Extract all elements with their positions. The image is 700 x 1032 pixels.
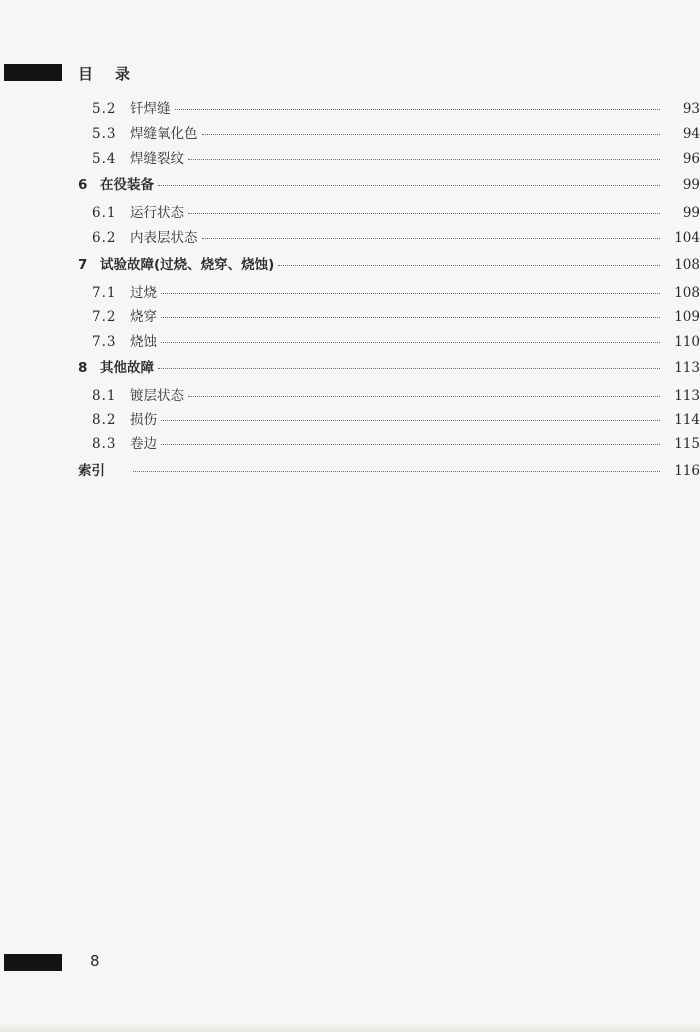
page-bottom-edge (0, 1022, 700, 1032)
header-char-1: 目 (78, 65, 94, 83)
toc-dot-leader (161, 317, 660, 318)
toc-entry-title: 损伤 (130, 412, 157, 428)
toc-section-row (0, 201, 700, 223)
toc-page-number: 99 (682, 177, 700, 193)
toc-page-number: 108 (674, 257, 700, 273)
toc-entry-number: 8.3 (92, 436, 117, 452)
toc-entry-title: 过烧 (130, 285, 157, 301)
toc-section-row (0, 122, 700, 144)
toc-dot-leader (161, 444, 660, 445)
toc-page-number: 116 (674, 463, 700, 479)
toc-entry-number: 7.1 (92, 285, 117, 301)
toc-entry-title: 索引 (78, 463, 105, 479)
toc-entry-number: 5.3 (92, 126, 117, 142)
toc-entry-number: 5.4 (92, 151, 117, 167)
toc-dot-leader (188, 159, 660, 160)
toc-entry-title: 烧蚀 (130, 334, 157, 350)
toc-index-row (0, 459, 700, 481)
toc-dot-leader (158, 185, 660, 186)
toc-section-row (0, 330, 700, 352)
toc-chapter-row (0, 356, 700, 378)
toc-page-number: 114 (674, 412, 700, 428)
toc-entry-number: 8 (78, 360, 88, 376)
toc-entry-number: 8.1 (92, 388, 117, 404)
toc-chapter-row (0, 253, 700, 275)
toc-page-number: 104 (674, 230, 700, 246)
toc-entry-number: 6.2 (92, 230, 117, 246)
toc-entry-number: 5.2 (92, 101, 117, 117)
toc-page-number: 99 (682, 205, 700, 221)
toc-dot-leader (161, 293, 660, 294)
toc-page-number: 108 (674, 285, 700, 301)
page-number: 8 (90, 952, 100, 970)
toc-page-number: 113 (674, 360, 700, 376)
page-header (78, 63, 130, 84)
toc-dot-leader (278, 265, 660, 266)
toc-section-row (0, 97, 700, 119)
toc-entry-title: 运行状态 (130, 205, 184, 221)
toc-entry-number: 7.2 (92, 309, 117, 325)
toc-section-row (0, 305, 700, 327)
toc-entry-number: 7 (78, 257, 88, 273)
toc-entry-number: 7.3 (92, 334, 117, 350)
toc-entry-title: 焊缝氧化色 (130, 126, 198, 142)
toc-entry-title: 其他故障 (100, 360, 154, 376)
toc-entry-title: 钎焊缝 (130, 101, 171, 117)
toc-entry-number: 8.2 (92, 412, 117, 428)
toc-entry-title: 试验故障(过烧、烧穿、烧蚀) (100, 257, 275, 273)
toc-page-number: 115 (674, 436, 700, 452)
toc-dot-leader (202, 238, 661, 239)
toc-page-number: 113 (674, 388, 700, 404)
toc-dot-leader (158, 368, 660, 369)
toc-entry-title: 在役装备 (100, 177, 154, 193)
toc-entry-number: 6.1 (92, 205, 117, 221)
toc-dot-leader (202, 134, 661, 135)
toc-section-row (0, 281, 700, 303)
toc-page-number: 109 (674, 309, 700, 325)
bottom-margin-tab-mark (4, 954, 62, 971)
toc-page-number: 93 (682, 101, 700, 117)
header-char-2: 录 (115, 65, 131, 83)
toc-entry-title: 卷边 (130, 436, 157, 452)
toc-dot-leader (161, 342, 660, 343)
toc-page-number: 94 (682, 126, 700, 142)
toc-entry-title: 焊缝裂纹 (130, 151, 184, 167)
toc-entry-number: 6 (78, 177, 88, 193)
toc-dot-leader (188, 213, 660, 214)
toc-section-row (0, 432, 700, 454)
toc-section-row (0, 147, 700, 169)
toc-chapter-row (0, 173, 700, 195)
top-margin-tab-mark (4, 64, 62, 81)
toc-dot-leader (161, 420, 660, 421)
toc-entry-title: 内表层状态 (130, 230, 198, 246)
toc-page-number: 110 (674, 334, 700, 350)
toc-section-row (0, 408, 700, 430)
toc-entry-title: 镀层状态 (130, 388, 184, 404)
toc-section-row (0, 226, 700, 248)
toc-section-row (0, 384, 700, 406)
toc-page-number: 96 (682, 151, 700, 167)
toc-dot-leader (133, 471, 660, 472)
toc-dot-leader (188, 396, 660, 397)
toc-entry-title: 烧穿 (130, 309, 157, 325)
toc-dot-leader (175, 109, 661, 110)
